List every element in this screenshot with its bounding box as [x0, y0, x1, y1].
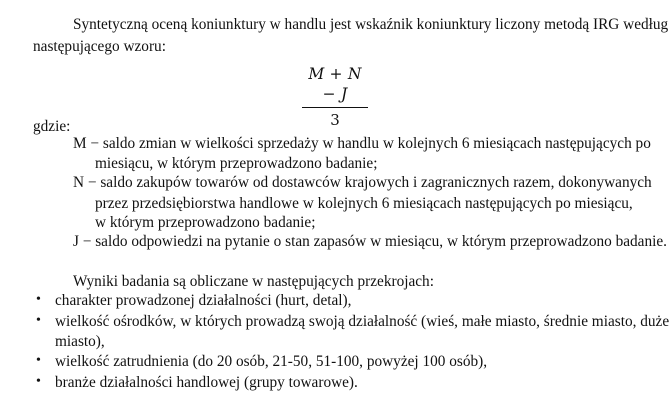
bullet-item-trade-branches: branże działalności handlowej (grupy towarowe).: [55, 374, 358, 391]
definition-n-line-1: N − saldo zakupów towarów od dostawców krajowych i zagranicznych razem, dokonywanych: [73, 174, 652, 191]
bullet-item-locality-line-2: miasto),: [55, 333, 105, 350]
bullet-marker: •: [36, 313, 41, 328]
bullet-marker: •: [36, 374, 41, 389]
irg-formula: [302, 64, 368, 129]
bullet-marker: •: [36, 353, 41, 368]
fraction-bar: [302, 107, 368, 108]
definition-j-line-1: J − saldo odpowiedzi na pytanie o stan zapasów w miesiącu, w którym przeprowadzono badanie.: [73, 233, 667, 250]
intro-line-1: Syntetyczną oceną koniunktury w handlu jest wskaźnik koniunktury liczony metodą IRG według: [73, 16, 669, 33]
bullet-item-employment: wielkość zatrudnienia (do 20 osób, 21-50, 51-100, powyżej 100 osób),: [55, 353, 488, 370]
bullet-marker: •: [36, 292, 41, 307]
definition-m-line-2: miesiącu, w którym przeprowadzono badanie;: [95, 155, 378, 172]
bullet-item-locality-line-1: wielkość ośrodków, w których prowadzą swoją działalność (wieś, małe miasto, średnie miasto, duże: [55, 313, 669, 330]
where-label: gdzie:: [33, 118, 71, 135]
bullet-item-activity: charakter prowadzonej działalności (hurt, detal),: [55, 292, 352, 309]
definition-m-line-1: M − saldo zmian w wielkości sprzedaży w handlu w kolejnych 6 miesiącach następujących po: [73, 135, 651, 152]
intro-line-2: następującego wzoru:: [33, 38, 166, 55]
results-intro: Wyniki badania są obliczane w następujących przekrojach:: [73, 273, 434, 290]
definition-n-line-2: przez przedsiębiorstwa handlowe w kolejnych 6 miesiącach następujących po miesiącu,: [95, 195, 633, 212]
formula-denominator: 3: [330, 111, 340, 129]
formula-numerator: M + N − J: [308, 65, 362, 103]
definition-n-line-3: w którym przeprowadzono badanie;: [95, 214, 316, 231]
